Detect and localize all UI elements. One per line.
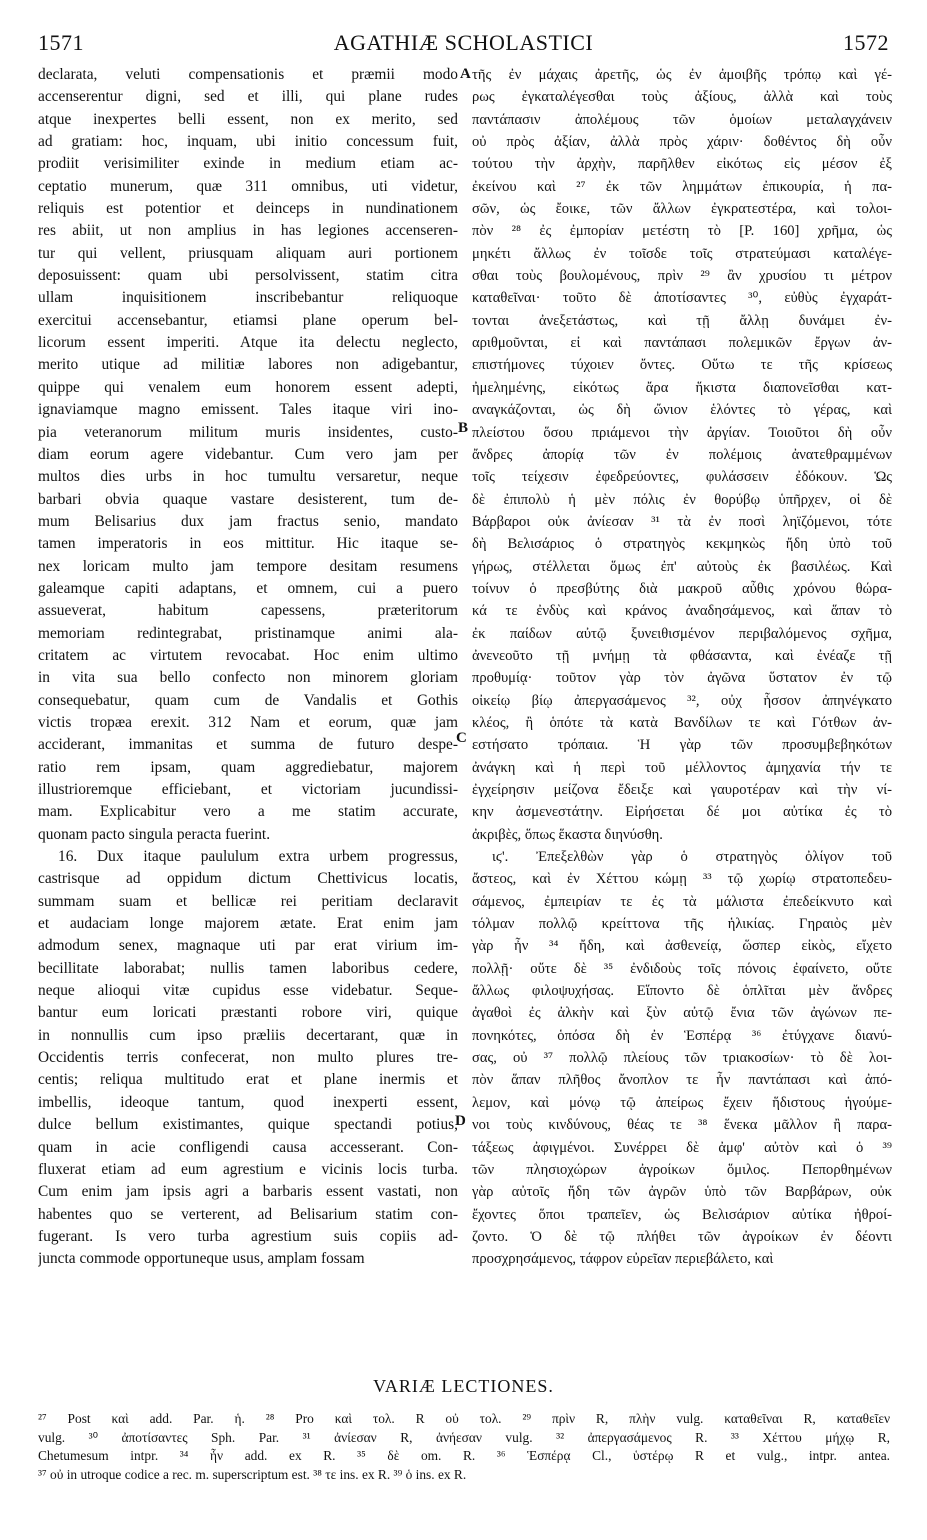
latin-text-line: dulce bellum existimantes, quique spectandi potius, [38, 1116, 458, 1134]
latin-text-line: castrisque ad oppidum dictum Chettivicus locatis, [38, 870, 458, 888]
variant-note-line: vulg. ³⁰ ἀποτίσαντες Sph. Par. ³¹ ἀνίεσαν R, ἀνήεσαν vulg. ³² ἀπεργασάμενος R. ³³ Χέττου μήχῳ R, [38, 1429, 890, 1445]
latin-text-line: prodiit verisimiliter exinde in medium etiam ac- [38, 155, 458, 173]
latin-text-line: mum Belisarius dux jam fractus senio, mandato [38, 512, 458, 530]
greek-text-line: καταθεῖναι· τοῦτο δὲ ἀποτίσαντες ³⁰, εὐθὺς ἐγχαράτ- [472, 290, 892, 307]
latin-text-line: ignaviamque magno emissent. Tales itaque viri ino- [38, 401, 458, 419]
greek-text-line: τοίνυν ὁ πρεσβύτης διὰ μακροῦ αὖθις χρόνου θώρα- [472, 580, 892, 597]
margin-letter-c: C [456, 730, 467, 746]
latin-text-line: imbellis, ideoque tantum, quod inexperti essent, [38, 1093, 458, 1111]
greek-text-line: ἄλλως φιλοψυχήσας. Εἵποντο δὲ ὁπλῖται μὲν ἄνδρες [472, 983, 892, 1000]
greek-text-line: ρως ἐγκαταλέγεσθαι τοὺς ἀξίους, ἀλλὰ καὶ τοὺς [472, 89, 892, 106]
latin-text-line: nex loricam multo jam tempore desitam resumens [38, 557, 458, 575]
latin-text-line: pia veteranorum militum muris insidentes, custo- [38, 423, 458, 441]
greek-text-line: ἀνενεοῦτο τῇ μνήμῃ τὰ φθάσαντα, καὶ ἐνέαζε τῇ [472, 647, 892, 664]
latin-text-line: ad gratiam: hoc, inquam, ubi initio concessum fuit, [38, 133, 458, 151]
greek-text-line: εστήσατο τρόπαια. Ἡ γὰρ τῶν προσυμβεβηκότων [472, 737, 892, 754]
greek-text-line: κην ἀσμενεστάτην. Εἰρήσεται δέ μοι αὐτίκα ἐς τὸ [472, 804, 892, 821]
greek-text-line: πὸν ἅπαν πλῆθος ἄνοπλον τε ἦν παντάπασι καὶ ἀπό- [472, 1072, 892, 1089]
latin-text-line: barbari obvia quaque vastare desisterent, tum de- [38, 490, 458, 508]
margin-letter-d: D [455, 1113, 466, 1129]
latin-text-line: galeamque capiti adaptans, et omnem, cui a puero [38, 579, 458, 597]
variae-lectiones-notes [38, 1410, 890, 1484]
greek-text-line: γὰρ αὐτοῖς ἤδη τῶν ἀγρῶν ὑπὸ τῶν Βαρβάρων, οὐκ [472, 1184, 892, 1201]
latin-text-line: quonam pacto singula peracta fuerint. [38, 825, 271, 843]
latin-text-line: licorum essent imperiti. Atque ita delectu neglecto, [38, 334, 458, 352]
greek-text-line: σάμενος, ἐμπειρίαν τε ἐς τὰ μάλιστα ἐπεδείκνυτο καὶ [472, 893, 892, 910]
greek-text-line: ἐκείνου καὶ ²⁷ ἐκ τῶν λημμάτων ἐπικουρία, ἡ πα- [472, 178, 892, 195]
greek-text-line: παντάπασιν ἀπολέμους τῶν ὁμοίων μεταλαγχάνειν [472, 111, 892, 128]
latin-text-line: atque inexpertes belli essent, non ex merito, sed [38, 110, 458, 128]
latin-text-line: memoriam redintegrabat, pristinamque animi ala- [38, 624, 458, 642]
latin-text-line: admodum senex, magnaque uti par erat virium im- [38, 937, 458, 955]
greek-text-line: σθαι τοὺς βουλομένους, πρὶν ²⁹ ἂν χρυσίου τι μέτρον [472, 268, 892, 285]
running-header [38, 30, 889, 60]
greek-text-line: πονηκότες, ὁπόσα δὴ ἐν Ἑσπέρᾳ ³⁶ ἐτύγχανε διανύ- [472, 1027, 892, 1044]
latin-text-line: fluxerat etiam ad eum agrestium e vicinis locis turba. [38, 1160, 458, 1178]
latin-text-line: ceptatio munerum, quæ 311 omnibus, uti videtur, [38, 177, 458, 195]
greek-text-line: ἠμελημένης, εἰκότως ἄρα ἥκιστα διαπονεῖσθαι κατ- [472, 379, 892, 396]
latin-text-line: summam suam et bellicæ rei peritiam declaravit [38, 892, 458, 910]
greek-text-line: ἐγχείρησιν μείζονα ἔδειξε καὶ γαυροτέραν καὶ τὴν νί- [472, 782, 892, 798]
latin-text-line: 16. Dux itaque paululum extra urbem progressus, [58, 848, 458, 866]
latin-text-line: assueverat, habitum capessens, præteritorum [38, 602, 458, 620]
greek-text-line: οἰκείῳ βίῳ ἀπεργασάμενος ³², οὐχ ἧσσον ἀπηνέγκατο [472, 692, 892, 709]
latin-text-line: quam in acie confligendi causa accesserant. Con- [38, 1138, 458, 1156]
latin-text-line: consequebatur, quam cum de Vandalis et Gothis [38, 691, 458, 709]
latin-text-line: neque alioqui vitæ cupidus esse videbatur. Seque- [38, 982, 458, 1000]
greek-text-line: γήρως, στέλλεται ὅμως ἐπ' αὐτοὺς ἐκ βασιλέως. Καὶ [472, 558, 892, 575]
latin-text-line: tamen imperatoris in eos mittitur. Hic itaque se- [38, 535, 458, 553]
greek-text-line: τονται ἀνεξετάστως, καὶ τῇ ἄλλῃ δυνάμει ἐν- [472, 312, 892, 329]
greek-text-line: αριθμοῦνται, εἰ καὶ παντάπασι πολεμικῶν ἔργων ἀν- [472, 335, 892, 352]
latin-text-line: centis; reliqua multitudo erat et plane inermis et [38, 1071, 458, 1089]
greek-text-line: ἄστεος, καὶ ἐν Χέττου κώμῃ ³³ τῷ χωρίῳ στρατοπεδευ- [472, 871, 892, 888]
greek-text-line: σῶν, ὡς ἔοικε, τῶν ἄλλων ἐγκρατεστέρα, καὶ τολοι- [472, 201, 892, 218]
greek-text-line: ἀγαθοὶ ἐς ἀλκὴν καὶ ξὺν αὐτῷ ἔνια τῶν ἀγώνων πε- [472, 1005, 892, 1022]
latin-text-line: merito utique ad militiæ labores non adigebantur, [38, 356, 458, 374]
greek-text-line: μηκέτι ἄλλως ἐν τοῖσδε τοῖς στρατεύμασι καταλέγε- [472, 245, 892, 262]
greek-text-line: ζοντο. Ὁ δὲ τῷ πλήθει τῶν ἀγροίκων ἐν δέοντι [472, 1228, 892, 1245]
variant-note-line: Chetumesum intpr. ³⁴ ἦν add. ex R. ³⁵ δὲ om. R. ³⁶ Ἑσπέρᾳ Cl., ὑστέρῳ R et vulg., intpr. antea. [38, 1448, 890, 1463]
greek-text-line: τοῖς τείχεσιν ἐφεδρεύοντες, φυλάσσειν ἐδόκουν. Ὡς [472, 469, 892, 486]
latin-text-line: Occidentis terris confecerat, non multo plures tre- [38, 1049, 458, 1067]
latin-text-line: mam. Explicabitur vero a me statim accurate, [38, 803, 458, 821]
page-number-left: 1571 [38, 30, 84, 55]
greek-text-line: ἐκ παίδων αὐτῷ ξυνειθισμένον περιβαλόμενος σχῆμα, [472, 625, 892, 642]
greek-text-line: πολλῇ· οὔτε δὲ ³⁵ ἐνδιδοὺς τοῖς πόνοις ἐφαίνετο, οὔτε [472, 960, 892, 977]
greek-text-line: επιστήμονες τύχοιεν ὄντες. Οὕτω τε τῆς κρίσεως [472, 357, 892, 374]
greek-text-line: κά τε ἐνδὺς καὶ κράνος ἀναδησάμενος, καὶ ἅπαν τὸ [472, 603, 892, 620]
latin-text-line: et audaciam longe majorem ætate. Erat enim jam [38, 915, 458, 933]
greek-text-line: ἀκριβὲς, ὅπως ἕκαστα διηνύσθη. [472, 826, 663, 843]
variant-note-line: ²⁷ Post καὶ add. Par. ἡ. ²⁸ Pro καὶ τολ. R οὐ τολ. ²⁹ πρὶν R, πλὴν vulg. καταθεῖναι R, καταθεῖεν [38, 1411, 890, 1426]
latin-text-line: illustrioremque efficiebant, et victoriam jucundissi- [38, 781, 458, 798]
latin-text-line: exercitui accensebantur, etiamsi plane operum bel- [38, 311, 458, 329]
latin-text-line: diam eorum agere videbantur. Cum vero jam per [38, 445, 458, 463]
latin-text-line: becillitate laborabat; nullis tamen laboribus cedere, [38, 959, 458, 977]
greek-text-line: προσχρησάμενος, τάφρον εὐρεῖαν περιεβάλετο, καὶ [472, 1251, 774, 1268]
page-number-right: 1572 [843, 30, 889, 55]
latin-text-line: acciderant, immanitas et summa de futuro despe- [38, 736, 458, 754]
greek-text-line: τόλμαν πολλῷ κρείττονα τῆς ἡλικίας. Γηραιὸς μὲν [472, 916, 892, 933]
latin-text-line: in vita sua bello confecto non minorem gloriam [38, 669, 458, 687]
greek-text-line: λεμον, καὶ μόνῳ τῷ ἀπείρως ἔχειν ἥδιστους ἡγούμε- [472, 1094, 892, 1111]
latin-text-line: bantur eum loricati præstanti robore viri, quique [38, 1004, 458, 1022]
latin-text-line: critatem ac virtutem revocabat. Hoc enim ultimo [38, 646, 458, 664]
latin-text-line: res abiit, ut non amplius in has legiones accenseren- [38, 222, 458, 240]
greek-text-line: κλέος, ἢ ὁπότε τὰ κατὰ Βανδίλων τε καὶ Γότθων ἀν- [472, 714, 892, 731]
greek-text-line: αναγκάζονται, ὡς δὴ ὤνιον ἑλόντες τὸ γέρας, καὶ [472, 402, 892, 419]
greek-column [472, 64, 892, 1271]
greek-text-line: προθυμίᾳ· τοῦτον γὰρ τὸν ἀγῶνα ὕστατον ἐν τῷ [472, 670, 892, 687]
latin-text-line: quippe qui venalem eum honorem essent adepti, [38, 378, 458, 396]
greek-text-line: δὴ Βελισάριος ὁ στρατηγὸς κεκμηκὼς ἤδη ὑπὸ τοῦ [472, 536, 892, 553]
greek-text-line: ἄνδρες ἀπορίᾳ τῶν ἐν πολέμοις ἀνατεθραμμένων [472, 446, 892, 463]
latin-column [38, 64, 458, 1271]
greek-text-line: γὰρ ἦν ³⁴ ἤδη, καὶ ἀσθενείᾳ, ὥσπερ εἰκὸς, εἴχετο [472, 938, 892, 955]
greek-text-line: πλείστου ὅσου πριάμενοι τὴν ἀργίαν. Τοιοῦτοι δὴ οὖν [472, 424, 892, 441]
greek-text-line: ἔχοντες ὅποι τραπεῖεν, ὡς Βελισάριον αὐτίκα ἠθροί- [472, 1206, 892, 1223]
greek-text-line: ιϛ'. Ἐπεξελθὼν γὰρ ὁ στρατηγὸς ὀλίγον τοῦ [492, 849, 892, 866]
greek-text-line: σας, οὐ ³⁷ πολλῷ πλείους τῶν τριακοσίων· τὸ δὲ λοι- [472, 1050, 892, 1067]
latin-text-line: reliquis est potentior et deinceps in nundinationem [38, 200, 458, 218]
latin-text-line: ratio rem ipsam, quam aggrediebatur, majorem [38, 758, 458, 776]
latin-text-line: tur qui vellent, priusquam aliquam auri portionem [38, 244, 458, 262]
latin-text-line: deposuissent: quam ubi persolvissent, statim citra [38, 267, 458, 285]
latin-text-line: juncta commode opportuneque usus, amplam fossam [38, 1250, 365, 1268]
greek-text-line: τούτου τὴν ἀρχὴν, παρῆλθεν εἰκότως εἰς μέσον ἐξ [472, 156, 892, 173]
latin-text-line: ullam inquisitionem inscribebantur reliquoque [38, 289, 458, 307]
greek-text-line: πὸν ²⁸ ἐς ἐμπορίαν μετέστη τὸ [P. 160] χρῆμα, ὡς [472, 223, 892, 240]
latin-text-line: accenserentur digni, sed et illi, qui plane rudes [38, 88, 458, 106]
latin-text-line: Cum enim jam ipsis agri a barbaris essent vastati, non [38, 1183, 458, 1201]
latin-text-line: in nonnullis cum ipso præliis decertarant, quæ in [38, 1026, 458, 1044]
greek-text-line: ἀνάγκη καὶ ἡ περὶ τοῦ μέλλοντος ἀμηχανία τήν τε [472, 759, 892, 776]
variant-note-line: ³⁷ οὐ in utroque codice a rec. m. superscriptum est. ³⁸ τε ins. ex R. ³⁹ ὁ ins. ex R. [38, 1466, 467, 1482]
latin-text-line: declarata, veluti compensationis et præmii modo [38, 66, 458, 83]
margin-letter-b: B [458, 420, 469, 436]
greek-text-line: νοι τοὺς κινδύνους, θέας τε ³⁸ ἕνεκα μᾶλλον ἢ παρα- [472, 1117, 892, 1134]
greek-text-line: Βάρβαροι οὐκ ἀνίεσαν ³¹ τὰ ἐν ποσὶ ληϊζόμενοι, τότε [472, 513, 892, 530]
latin-text-line: victis tropæa erexit. 312 Nam et eorum, quæ jam [38, 713, 458, 731]
running-title: AGATHIÆ SCHOLASTICI [333, 30, 594, 55]
latin-text-line: fugerant. Is vero turba agrestium suis copiis ad- [38, 1227, 458, 1245]
variae-lectiones-heading: VARIÆ LECTIONES. [373, 1376, 554, 1396]
margin-letter-a: A [460, 66, 471, 82]
greek-text-line: δὲ ἐπιπολὺ ἡ μὲν πόλις ἐν θορύβῳ ὑπῆρχεν, οἱ δὲ [472, 491, 892, 508]
latin-text-line: multos dies urbs in hoc tumultu versaretur, neque [38, 468, 458, 486]
greek-text-line: τάξεως ἀφιγμένοι. Συνέρρει δὲ ἀμφ' αὐτὸν καὶ ὁ ³⁹ [472, 1139, 892, 1156]
latin-text-line: habentes quo se verterent, ad Belisarium statim con- [38, 1205, 458, 1223]
greek-text-line: τῶν πλησιοχώρων ἀγροίκων ὅμιλος. Πεπορθημένων [472, 1161, 892, 1178]
greek-text-line: οὐ πρὸς ἀξίαν, ἀλλὰ πρὸς χάριν· δοθέντος δὴ οὖν [472, 134, 892, 151]
greek-text-line: τῆς ἐν μάχαις ἀρετῆς, ὡς ἐν ἀμοιβῆς τρόπῳ καὶ γέ- [472, 67, 892, 83]
